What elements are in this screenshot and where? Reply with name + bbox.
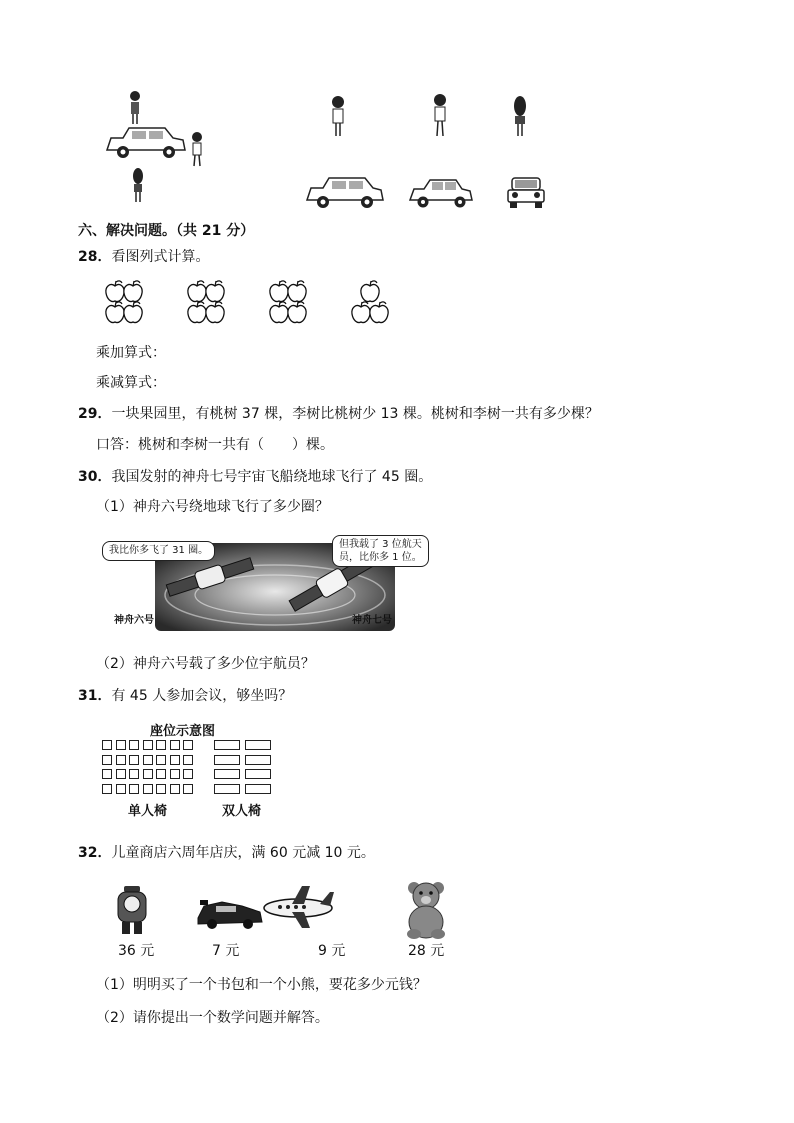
apple-icon	[124, 302, 142, 323]
single-chair	[102, 784, 112, 794]
observation-illustration	[100, 88, 560, 216]
mul-add-label: 乘加算式：	[96, 345, 166, 361]
single-chair	[116, 755, 126, 765]
bubble-line-2: 员，比你多 1 位。	[339, 552, 422, 563]
girl-figure-top	[130, 91, 140, 124]
single-chair	[143, 784, 153, 794]
question-text: 儿童商店六周年店庆，满 60 元减 10 元。	[111, 845, 375, 861]
question-30	[78, 468, 432, 486]
price-toy-car: 7 元	[212, 943, 240, 959]
price-backpack: 36 元	[118, 943, 155, 959]
speech-bubble-left: 我比你多飞了 31 圈。	[102, 541, 215, 561]
section-title: 六、解决问题。（共 21 分）	[78, 223, 255, 239]
question-number: 32．	[78, 845, 112, 861]
apple-icon	[352, 302, 370, 323]
apple-icon	[206, 281, 224, 302]
question-text: 一块果园里，有桃树 37 棵，李树比桃树少 13 棵。桃树和李树一共有多少棵？	[111, 406, 599, 422]
single-chair	[129, 769, 139, 779]
question-29	[78, 405, 599, 423]
question-31	[78, 687, 292, 705]
sub-question-1: （1）神舟六号绕地球飞行了多少圈？	[96, 499, 329, 515]
double-chair	[214, 740, 240, 750]
double-chair	[214, 784, 240, 794]
apple-icon	[370, 302, 388, 323]
apple-icon	[106, 281, 124, 302]
single-chair	[183, 755, 193, 765]
single-chair	[183, 740, 193, 750]
single-chair	[116, 740, 126, 750]
boy-figure-front	[434, 94, 446, 136]
question-number: 29．	[78, 406, 112, 422]
backpack-icon	[118, 886, 146, 934]
seating-diagram-title: 座位示意图	[150, 724, 216, 739]
question-text: 看图列式计算。	[111, 249, 210, 265]
single-chair-label: 单人椅	[128, 804, 168, 819]
single-chairs-grid	[102, 740, 202, 800]
car-side-view-1	[307, 178, 383, 208]
question-text: 我国发射的神舟七号宇宙飞船绕地球飞行了 45 圈。	[111, 469, 433, 485]
double-chairs-grid	[214, 740, 274, 800]
apple-icon	[288, 281, 306, 302]
single-chair	[170, 784, 180, 794]
girl-figure-front	[332, 96, 344, 136]
apple-icon	[106, 302, 124, 323]
apple-groups-figure	[100, 278, 400, 328]
price-toy-plane: 9 元	[318, 943, 346, 959]
girl-back-figure	[514, 96, 526, 136]
apple-icon	[270, 302, 288, 323]
single-chair	[143, 755, 153, 765]
apple-icon	[124, 281, 142, 302]
apple-icon	[288, 302, 306, 323]
car-side-view-2	[410, 180, 472, 208]
single-chair	[156, 769, 166, 779]
single-chair	[102, 740, 112, 750]
apple-icon	[270, 281, 288, 302]
single-chair	[156, 784, 166, 794]
sub-question-2: （2）神舟六号载了多少位宇航员？	[96, 656, 315, 672]
single-chair	[116, 784, 126, 794]
question-text: 有 45 人参加会议，够坐吗？	[111, 688, 293, 704]
single-chair	[143, 740, 153, 750]
speech-bubble-right	[332, 535, 429, 567]
question-number: 30．	[78, 469, 112, 485]
label-shenzhou-6: 神舟六号	[114, 615, 154, 626]
question-number: 31．	[78, 688, 112, 704]
girl-back-figure-bottom	[133, 168, 143, 202]
single-chair	[143, 769, 153, 779]
double-chair	[245, 769, 271, 779]
single-chair	[102, 755, 112, 765]
single-chair	[116, 769, 126, 779]
single-chair	[183, 784, 193, 794]
single-chair	[170, 769, 180, 779]
double-chair	[245, 784, 271, 794]
sub-question-1: （1）明明买了一个书包和一个小熊，要花多少元钱？	[96, 977, 427, 993]
single-chair	[170, 740, 180, 750]
apple-icon	[188, 302, 206, 323]
question-32	[78, 844, 375, 862]
double-chair	[214, 755, 240, 765]
apple-icon	[361, 281, 379, 302]
apple-icon	[206, 302, 224, 323]
double-chair	[245, 740, 271, 750]
teddy-bear-icon	[407, 882, 445, 939]
spacecraft-illustration	[100, 535, 450, 635]
single-chair	[129, 784, 139, 794]
single-chair	[183, 769, 193, 779]
toy-car-icon	[198, 900, 262, 929]
single-chair	[156, 755, 166, 765]
toy-plane-icon	[264, 886, 334, 928]
double-chair	[245, 755, 271, 765]
bubble-line-1: 但我载了 3 位航天	[339, 539, 422, 550]
toys-figure	[110, 882, 450, 940]
label-shenzhou-7: 神舟七号	[352, 615, 392, 626]
single-chair	[129, 740, 139, 750]
single-chair	[170, 755, 180, 765]
boy-figure-left	[192, 132, 202, 166]
single-chair	[156, 740, 166, 750]
car-side-left	[107, 128, 185, 158]
double-chair-label: 双人椅	[222, 804, 262, 819]
single-chair	[129, 755, 139, 765]
answer-line: 口答：桃树和李树一共有（ ）棵。	[96, 437, 334, 453]
mul-sub-label: 乘减算式：	[96, 375, 166, 391]
double-chair	[214, 769, 240, 779]
single-chair	[102, 769, 112, 779]
price-teddy-bear: 28 元	[408, 943, 445, 959]
car-front-view	[508, 178, 544, 208]
question-number: 28．	[78, 249, 112, 265]
sub-question-2: （2）请你提出一个数学问题并解答。	[96, 1010, 329, 1026]
question-28	[78, 248, 209, 266]
apple-icon	[188, 281, 206, 302]
